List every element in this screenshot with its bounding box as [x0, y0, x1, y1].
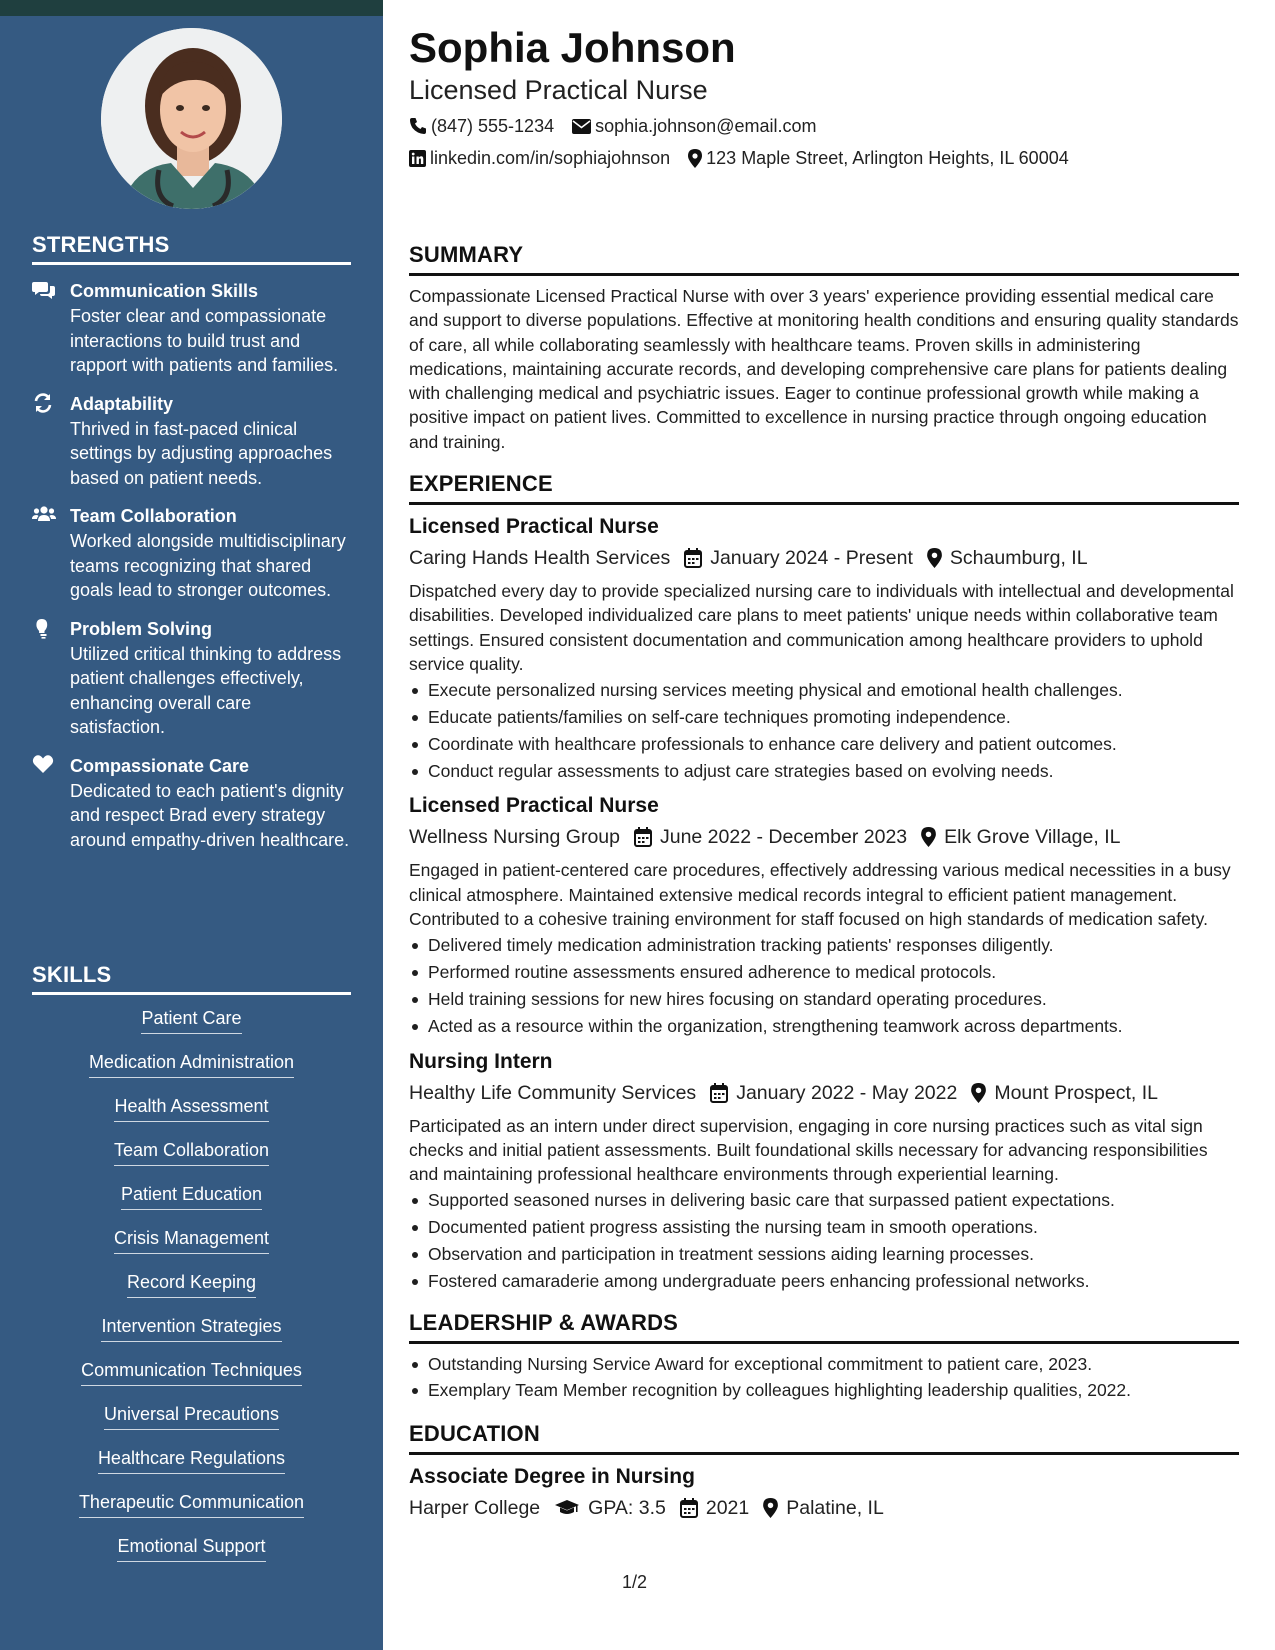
skills-list [32, 1005, 351, 1562]
job-entry [409, 1048, 1239, 1295]
profile-photo [101, 28, 282, 209]
skill-item [32, 1181, 351, 1210]
candidate-name: Sophia Johnson [409, 24, 736, 71]
skill-item [32, 1049, 351, 1078]
bullet-item: Delivered timely medication administration tracking patients' responses diligently. [409, 932, 1239, 959]
strength-item [32, 617, 351, 740]
job-bullets [409, 932, 1239, 1039]
skill-item [32, 1269, 351, 1298]
skill-label: Medication Administration [89, 1049, 294, 1078]
school-location-text: Palatine, IL [786, 1497, 884, 1520]
skills-section [32, 962, 351, 1562]
bullet-item: Fostered camaraderie among undergraduate peers enhancing professional networks. [409, 1268, 1239, 1295]
bullet-item: Observation and participation in treatment sessions aiding learning processes. [409, 1241, 1239, 1268]
map-marker-icon [688, 149, 702, 168]
job-meta [409, 544, 1239, 572]
job-dates [684, 544, 913, 572]
strengths-section [32, 232, 351, 852]
email-contact[interactable] [572, 114, 816, 138]
contact-row [409, 114, 1239, 138]
skill-item [32, 1137, 351, 1166]
bullet-item: Execute personalized nursing services meeting physical and emotional health challenges. [409, 677, 1239, 704]
strength-desc: Foster clear and compassionate interactions to build trust and rapport with patients and families. [70, 306, 339, 375]
graduation-cap-icon [554, 1499, 580, 1517]
gpa-text: GPA: 3.5 [588, 1497, 666, 1520]
bullet-item: Educate patients/families on self-care techniques promoting independence. [409, 704, 1239, 731]
bullet-item: Performed routine assessments ensured adherence to medical protocols. [409, 959, 1239, 986]
sync-icon [32, 392, 56, 416]
skill-item [32, 1313, 351, 1342]
skill-label: Intervention Strategies [101, 1313, 281, 1342]
email-address: sophia.johnson@email.com [595, 116, 817, 136]
experience-heading: EXPERIENCE [409, 470, 1239, 505]
company-name: Caring Hands Health Services [409, 547, 671, 570]
job-location-text: Schaumburg, IL [949, 547, 1088, 570]
skill-label: Therapeutic Communication [79, 1489, 304, 1518]
map-marker-icon [921, 827, 936, 847]
skills-heading: SKILLS [32, 962, 351, 995]
award-bullets [409, 1351, 1239, 1405]
strengths-heading: STRENGTHS [32, 232, 351, 265]
strength-title: Compassionate Care [70, 755, 250, 776]
contact-row-2 [409, 146, 1239, 170]
strength-title: Communication Skills [70, 281, 259, 301]
summary-heading: SUMMARY [409, 241, 1239, 276]
year-text: 2021 [705, 1497, 750, 1520]
job-location-text: Mount Prospect, IL [994, 1081, 1158, 1104]
job-description: Engaged in patient-centered care procedures, effectively addressing various medical necessities in a busy clinical atmosphere. Maintained extensive medical records integral to efficient patient management. Contributed to a cohesive training environment for staff focused on high standards of medication safety. [409, 860, 1231, 930]
comments-icon [32, 279, 56, 303]
skill-label: Patient Care [141, 1005, 241, 1034]
users-icon [32, 504, 56, 528]
strength-title: Team Collaboration [70, 506, 237, 526]
bullet-item: Acted as a resource within the organization, strengthening teamwork across departments. [409, 1013, 1239, 1040]
phone-icon [409, 117, 427, 135]
strength-desc: Thrived in fast-paced clinical settings by adjusting approaches based on patient needs. [70, 418, 333, 488]
main-content [409, 20, 1239, 1522]
skill-item [32, 1445, 351, 1474]
job-dates-text: June 2022 - December 2023 [659, 826, 908, 849]
calendar-icon [684, 548, 702, 568]
sidebar [0, 0, 383, 1650]
map-marker-icon [763, 1498, 778, 1518]
skill-item [32, 1093, 351, 1122]
skill-label: Emotional Support [117, 1533, 265, 1562]
skill-item [32, 1489, 351, 1518]
phone-number: (847) 555-1234 [431, 116, 555, 136]
skill-label: Communication Techniques [81, 1357, 302, 1386]
education-section [409, 1420, 1239, 1522]
job-description: Participated as an intern under direct supervision, engaging in core nursing practices such as vital sign checks and initial patient assessments. Built foundational skills necessary for advancing responsibilities and maintaining professional healthcare environments through experiential learning. [409, 1115, 1208, 1185]
job-title: Licensed Practical Nurse [409, 515, 659, 539]
school-name: Harper College [409, 1497, 541, 1520]
calendar-icon [680, 1498, 698, 1518]
company-name: Wellness Nursing Group [409, 826, 620, 849]
linkedin-icon [409, 150, 426, 167]
skill-label: Crisis Management [114, 1225, 269, 1254]
envelope-icon [572, 119, 591, 134]
summary-section [409, 241, 1239, 454]
school-location [763, 1494, 884, 1522]
bullet-item: Held training sessions for new hires focusing on standard operating procedures. [409, 986, 1239, 1013]
degree-title: Associate Degree in Nursing [409, 1465, 695, 1489]
job-entry [409, 792, 1239, 1039]
leadership-heading: LEADERSHIP & AWARDS [409, 1309, 1239, 1344]
graduation-year [680, 1494, 749, 1522]
skill-label: Universal Precautions [104, 1401, 279, 1430]
strength-title: Adaptability [70, 393, 174, 414]
strength-item [32, 279, 351, 378]
linkedin-contact[interactable] [409, 146, 670, 170]
award-item: Exemplary Team Member recognition by colleagues highlighting leadership qualities, 2022. [409, 1377, 1239, 1404]
job-meta [409, 1079, 1239, 1107]
strength-item [32, 504, 351, 603]
calendar-icon [634, 827, 652, 847]
skill-label: Patient Education [121, 1181, 262, 1210]
strength-item [32, 754, 351, 853]
strength-desc: Worked alongside multidisciplinary teams recognizing that shared goals lead to stronger outcomes. [70, 531, 346, 600]
job-dates [710, 1079, 957, 1107]
job-dates-text: January 2024 - Present [710, 547, 913, 570]
map-marker-icon [927, 548, 942, 568]
candidate-role: Licensed Practical Nurse [409, 75, 708, 105]
award-item: Outstanding Nursing Service Award for exceptional commitment to patient care, 2023. [409, 1351, 1239, 1378]
skill-label: Health Assessment [114, 1093, 268, 1122]
summary-text: Compassionate Licensed Practical Nurse with over 3 years' experience providing essential medical care and support to diverse populations. Effective at monitoring health conditions and ensuring quality standards of care, all while collaborating seamlessly with healthcare teams. Proven skills in administering medications, maintaining accurate records, and developing comprehensive care plans for patients dealing with challenging medical and psychiatric issues. Eager to continue professional growth while making a positive impact on patient lives. Committed to excellence in nursing practice through ongoing education and training. [409, 286, 1239, 452]
education-meta [409, 1494, 1239, 1522]
address-text: 123 Maple Street, Arlington Heights, IL 60004 [706, 148, 1069, 168]
leadership-section [409, 1309, 1239, 1405]
strength-title: Problem Solving [70, 618, 213, 639]
education-heading: EDUCATION [409, 1420, 1239, 1455]
skill-item [32, 1401, 351, 1430]
job-dates [634, 823, 907, 851]
job-location [971, 1079, 1158, 1107]
job-title: Licensed Practical Nurse [409, 794, 659, 818]
bullet-item: Coordinate with healthcare professionals to enhance care delivery and patient outcomes. [409, 731, 1239, 758]
linkedin-url: linkedin.com/in/sophiajohnson [430, 148, 671, 168]
bullet-item: Conduct regular assessments to adjust care strategies based on evolving needs. [409, 758, 1239, 785]
job-location [927, 544, 1088, 572]
job-location-text: Elk Grove Village, IL [944, 826, 1121, 849]
sidebar-top-bar [0, 0, 383, 16]
skill-item [32, 1533, 351, 1562]
skill-item [32, 1357, 351, 1386]
skill-item [32, 1225, 351, 1254]
page-number: 1/2 [622, 1572, 648, 1592]
calendar-icon [710, 1083, 728, 1103]
strength-item [32, 392, 351, 491]
skill-label: Team Collaboration [114, 1137, 269, 1166]
job-description: Dispatched every day to provide specialized nursing care to individuals with intellectual and developmental disabilities. Developed individualized care plans to meet patients' unique needs within collaborative team settings. Ensured consistent documentation and communication among healthcare providers to uphold service quality. [409, 581, 1234, 674]
job-meta [409, 823, 1239, 851]
gpa [554, 1494, 666, 1522]
job-entry [409, 513, 1239, 784]
lightbulb-icon [32, 617, 56, 641]
job-bullets [409, 1187, 1239, 1294]
company-name: Healthy Life Community Services [409, 1081, 697, 1104]
skill-label: Healthcare Regulations [98, 1445, 285, 1474]
map-marker-icon [971, 1083, 986, 1103]
strength-desc: Utilized critical thinking to address patient challenges effectively, enhancing overall care satisfaction. [70, 643, 342, 737]
job-dates-text: January 2022 - May 2022 [736, 1081, 958, 1104]
phone-contact[interactable] [409, 114, 554, 138]
strength-desc: Dedicated to each patient's dignity and respect Brad every strategy around empathy-driven healthcare. [70, 780, 350, 850]
job-title: Nursing Intern [409, 1049, 553, 1073]
address-contact [688, 146, 1069, 170]
job-bullets [409, 677, 1239, 784]
skill-item [32, 1005, 351, 1034]
skill-label: Record Keeping [127, 1269, 256, 1298]
bullet-item: Documented patient progress assisting the nursing team in smooth operations. [409, 1214, 1239, 1241]
experience-section [409, 470, 1239, 1295]
bullet-item: Supported seasoned nurses in delivering basic care that surpassed patient expectations. [409, 1187, 1239, 1214]
job-location [921, 823, 1120, 851]
heart-icon [32, 754, 56, 778]
